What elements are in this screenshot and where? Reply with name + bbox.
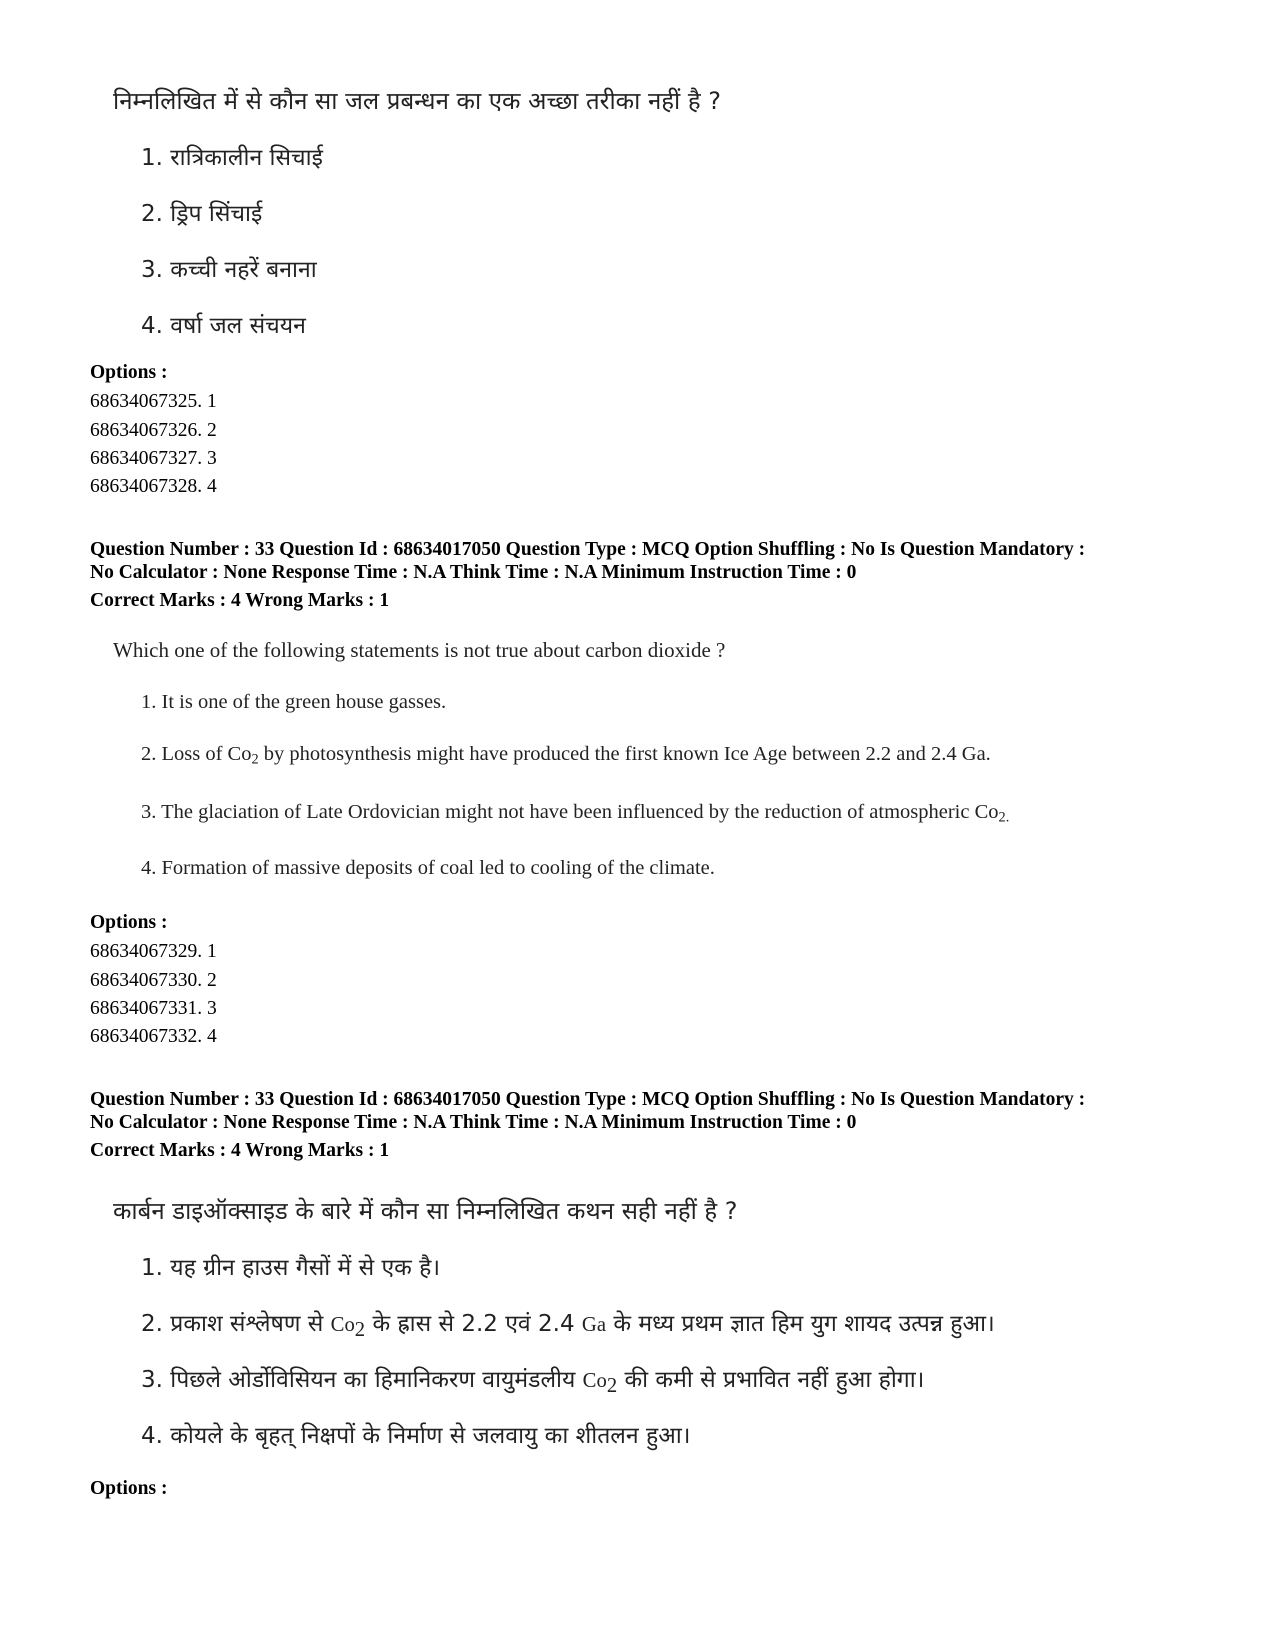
marks-line: Correct Marks : 4 Wrong Marks : 1 (90, 590, 390, 611)
question-meta-line: No Calculator : None Response Time : N.A Think Time : N.A Minimum Instruction Time : 0 (90, 1112, 857, 1133)
option-line: 68634067326. 2 (90, 420, 217, 441)
question-meta-line: Question Number : 33 Question Id : 68634017050 Question Type : MCQ Option Shuffling : No Is Question Mandatory : (90, 539, 1086, 560)
options-label: Options : (90, 362, 168, 383)
question-item: 2. ड्रिप सिंचाई (141, 201, 263, 227)
question-item: 4. वर्षा जल संचयन (141, 313, 306, 339)
question-item: 4. Formation of massive deposits of coal led to cooling of the climate. (141, 857, 715, 879)
question-meta-line: No Calculator : None Response Time : N.A Think Time : N.A Minimum Instruction Time : 0 (90, 562, 857, 583)
option-line: 68634067330. 2 (90, 970, 217, 991)
options-label: Options : (90, 1478, 168, 1499)
options-label: Options : (90, 912, 168, 933)
option-line: 68634067331. 3 (90, 998, 217, 1019)
question-item: 3. पिछले ओर्डोविसियन का हिमानिकरण वायुमंडलीय $Co_2$ की कमी से प्रभावित नहीं हुआ होगा। (141, 1367, 925, 1398)
option-line: 68634067327. 3 (90, 448, 217, 469)
option-line: 68634067328. 4 (90, 476, 217, 497)
option-line: 68634067325. 1 (90, 391, 217, 412)
option-line: 68634067329. 1 (90, 941, 217, 962)
question-item: 1. यह ग्रीन हाउस गैसों में से एक है। (141, 1255, 441, 1281)
question-item: 3. कच्ची नहरें बनाना (141, 257, 317, 283)
question-meta-line: Question Number : 33 Question Id : 68634017050 Question Type : MCQ Option Shuffling : No Is Question Mandatory : (90, 1089, 1086, 1110)
question-item: 1. रात्रिकालीन सिचाई (141, 145, 323, 171)
question-item: 2. Loss of $Co_2$ by photosynthesis might have produced the first known Ice Age between 2.2 and 2.4 Ga. (141, 743, 991, 768)
question-item: 1. It is one of the green house gasses. (141, 691, 447, 713)
question-text: कार्बन डाइऑक्साइड के बारे में कौन सा निम्नलिखित कथन सही नहीं है ? (113, 1197, 738, 1225)
question-text: Which one of the following statements is not true about carbon dioxide ? (113, 638, 726, 662)
question-text: निम्नलिखित में से कौन सा जल प्रबन्धन का एक अच्छा तरीका नहीं है ? (113, 87, 721, 115)
marks-line: Correct Marks : 4 Wrong Marks : 1 (90, 1140, 390, 1161)
question-item: 3. The glaciation of Late Ordovician might not have been influenced by the reduction of atmospheric $Co_{2.}$ (141, 801, 1010, 826)
question-item: 2. प्रकाश संश्लेषण से $Co_2$ के ह्रास से 2.2 एवं 2.4 Ga के मध्य प्रथम ज्ञात हिम युग शायद उत्पन्न हुआ। (141, 1311, 995, 1342)
question-item: 4. कोयले के बृहत् निक्षपों के निर्माण से जलवायु का शीतलन हुआ। (141, 1423, 691, 1449)
option-line: 68634067332. 4 (90, 1026, 217, 1047)
